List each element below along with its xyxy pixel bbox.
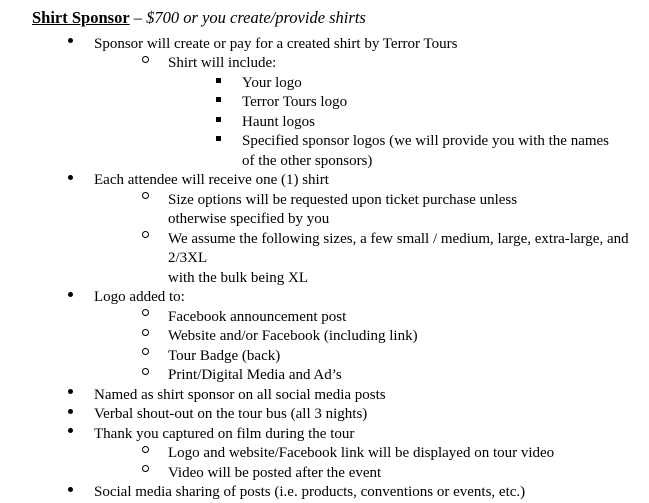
list-item-continuation: with the bulk being XL bbox=[168, 269, 308, 286]
list-item bbox=[142, 347, 639, 367]
list-item bbox=[142, 327, 639, 347]
list-item bbox=[68, 483, 639, 503]
bullet-disc-icon bbox=[68, 386, 86, 406]
bullet-list-level-2 bbox=[94, 191, 639, 289]
bullet-disc-icon bbox=[68, 405, 86, 425]
list-item-label: Named as shirt sponsor on all social media posts bbox=[94, 386, 386, 403]
bullet-circle-icon bbox=[142, 366, 160, 386]
page-title-main: Shirt Sponsor bbox=[32, 8, 130, 27]
bullet-circle-icon bbox=[142, 308, 160, 328]
bullet-disc-icon bbox=[68, 425, 86, 445]
list-item bbox=[142, 444, 639, 464]
list-item bbox=[216, 132, 639, 171]
list-item-label: Thank you captured on film during the tour bbox=[94, 425, 355, 442]
list-item bbox=[68, 386, 639, 406]
page-title-subtitle: $700 or you create/provide shirts bbox=[146, 8, 366, 27]
list-item bbox=[68, 35, 639, 172]
bullet-disc-icon bbox=[68, 171, 86, 191]
list-item bbox=[68, 171, 639, 288]
list-item-continuation: of the other sponsors) bbox=[242, 152, 373, 169]
list-item bbox=[68, 405, 639, 425]
bullet-square-icon bbox=[216, 93, 234, 113]
list-item-continuation: otherwise specified by you bbox=[168, 211, 330, 228]
list-item-label: We assume the following sizes, a few small / medium, large, extra-large, and 2/3XL bbox=[168, 230, 629, 267]
list-item-label: Video will be posted after the event bbox=[168, 464, 382, 481]
bullet-list-level-3 bbox=[168, 74, 639, 172]
list-item bbox=[142, 308, 639, 328]
list-item-label: Website and/or Facebook (including link) bbox=[168, 328, 418, 345]
list-item-label: Logo and website/Facebook link will be displayed on tour video bbox=[168, 445, 555, 462]
list-item-label: Terror Tours logo bbox=[242, 94, 348, 111]
list-item bbox=[142, 464, 639, 484]
bullet-circle-icon bbox=[142, 464, 160, 484]
bullet-circle-icon bbox=[142, 54, 160, 74]
bullet-list-level-1 bbox=[10, 35, 639, 503]
bullet-circle-icon bbox=[142, 191, 160, 211]
list-item bbox=[142, 54, 639, 171]
bullet-list-level-2 bbox=[94, 54, 639, 171]
list-item-label: Specified sponsor logos (we will provide you with the names bbox=[242, 133, 610, 150]
list-item bbox=[68, 425, 639, 484]
list-item-label: Facebook announcement post bbox=[168, 308, 347, 325]
list-item bbox=[68, 288, 639, 386]
list-item-label: Sponsor will create or pay for a created shirt by Terror Tours bbox=[94, 35, 458, 52]
bullet-circle-icon bbox=[142, 347, 160, 367]
bullet-circle-icon bbox=[142, 327, 160, 347]
list-item-label: Your logo bbox=[242, 74, 302, 91]
bullet-square-icon bbox=[216, 74, 234, 94]
list-item bbox=[216, 93, 639, 113]
bullet-circle-icon bbox=[142, 444, 160, 464]
page-title bbox=[32, 8, 639, 29]
list-item bbox=[142, 366, 639, 386]
list-item-label: Print/Digital Media and Ad’s bbox=[168, 367, 342, 384]
list-item-label: Social media sharing of posts (i.e. products, conventions or events, etc.) bbox=[94, 484, 526, 501]
list-item-label: Each attendee will receive one (1) shirt bbox=[94, 172, 329, 189]
bullet-square-icon bbox=[216, 132, 234, 152]
bullet-circle-icon bbox=[142, 230, 160, 250]
list-item bbox=[142, 230, 639, 289]
bullet-disc-icon bbox=[68, 35, 86, 55]
bullet-disc-icon bbox=[68, 483, 86, 503]
bullet-list-level-2 bbox=[94, 308, 639, 386]
bullet-disc-icon bbox=[68, 288, 86, 308]
list-item-label: Verbal shout-out on the tour bus (all 3 nights) bbox=[94, 406, 368, 423]
list-item-label: Haunt logos bbox=[242, 113, 315, 130]
list-item bbox=[142, 191, 639, 230]
bullet-square-icon bbox=[216, 113, 234, 133]
list-item-label: Shirt will include: bbox=[168, 55, 277, 72]
list-item-label: Size options will be requested upon ticket purchase unless bbox=[168, 191, 518, 208]
list-item-label: Tour Badge (back) bbox=[168, 347, 281, 364]
list-item bbox=[216, 74, 639, 94]
list-item-label: Logo added to: bbox=[94, 289, 185, 306]
page-title-separator: – bbox=[129, 8, 147, 27]
list-item bbox=[216, 113, 639, 133]
